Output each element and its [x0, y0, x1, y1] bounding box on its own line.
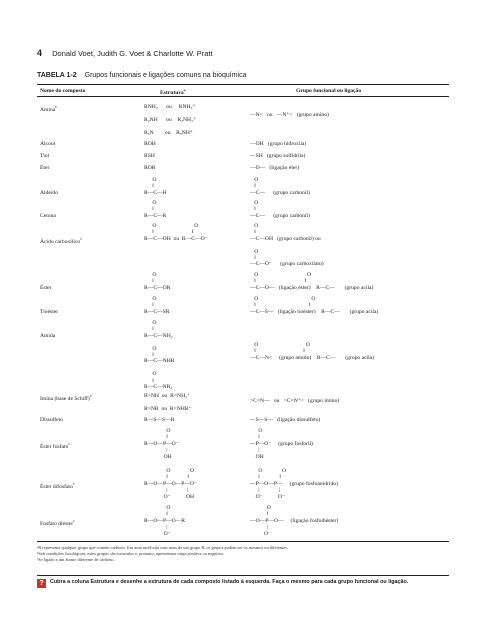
row-group: O ‖ —P—O⁻ (grupo fosforil) | OH — [250, 428, 313, 460]
row-structure: O ‖ R—O—P—O—R | O⁻ — [144, 505, 186, 537]
footnote: ᵃR representa qualquer grupo que contém carbono. Em uma molécula com mais de um grupo R, os grupos podem ser os mesmos ou diferentes. — [37, 545, 289, 550]
row-group: O O ‖ ‖ —C—O— (ligação éster) R—C— (grupo acila) — [250, 272, 374, 291]
question-icon: ? — [37, 579, 46, 588]
row-group: O O ‖ ‖ —C—S— (ligação tioéster) R—C— (grupo acila) — [250, 296, 379, 315]
header-rule — [37, 96, 449, 97]
row-group: O O ‖ ‖ —P—O—P— (grupo fosfoanidrido) | | O⁻ O⁻ — [250, 468, 338, 500]
row-name: Álcool — [40, 141, 56, 147]
row-structure: ROH — [144, 141, 156, 147]
row-name — [40, 104, 57, 113]
row-group: O ‖ —O—P—O— (ligação fosfodiéster) | O⁻ — [250, 505, 339, 537]
row-name: Tioéster — [40, 309, 59, 315]
question-text: Cubra a coluna Estrutura e desenhe a estrutura de cada composto listado à esquerda. Faça o mesmo para cada grupo funcional ou ligação. — [50, 579, 409, 585]
row-group: —O— (ligação éter) — [250, 165, 300, 171]
page-number: 4 — [37, 48, 43, 58]
row-group: —S—S— (ligação dissulfeto) — [250, 417, 321, 423]
row-name: Amida — [40, 333, 56, 339]
row-group: O O ‖ ‖ —C—N< (grupo amido) R—C— (grupo acila) — [250, 342, 375, 361]
footnote: ᵇSob condições fisiológicas, estes grupos são ionizados e, portanto, apresentam carga positiva ou negativa. — [37, 551, 224, 556]
row-structure: RSH — [144, 153, 155, 159]
row-group: O ‖ —C—OH (grupo carbonil) ou O ‖ —C—O⁻ (grupo carboxilato) — [250, 223, 324, 268]
table-caption: Grupos funcionais e ligações comuns na bioquímica — [84, 72, 247, 79]
row-structure: O ‖ R—C—NH₂ O ‖ R—C—NHR O ‖ R—C—NR₂ — [144, 320, 175, 391]
row-name-label: Éster fosfato — [40, 443, 69, 450]
row-name: Éster — [40, 285, 52, 291]
row-name: Tiol — [40, 153, 50, 159]
row-group: O ‖ —C— (grupo carbonil) — [250, 177, 310, 196]
col-header-structure — [160, 88, 185, 96]
row-structure: R=NH ou R=NH₂⁺ R=NR ou R=NHR⁺ — [144, 393, 192, 412]
row-name — [40, 441, 70, 450]
col-header-group: Grupo funcional ou ligação — [296, 88, 362, 94]
row-name: Aldeído — [40, 190, 59, 196]
row-name-mark: b — [73, 519, 75, 523]
row-group: —OH (grupo hidroxila) — [250, 141, 307, 147]
row-name-mark: b — [68, 442, 71, 446]
row-name — [40, 236, 82, 245]
row-group: O ‖ —C— (grupo carbonil) — [250, 200, 310, 219]
row-group: >C=N— ou >C=N⁺< (grupo imino) — [250, 398, 340, 404]
row-name-label: Ácido carboxílico — [40, 238, 81, 245]
row-name-mark: b — [72, 482, 75, 486]
row-name: Cetona — [40, 213, 56, 219]
row-structure: RNH₂ ou RNH₃⁺ R₂NH ou R₂NH₂⁺ R₃N ou R₃NH⁺ — [144, 104, 197, 136]
row-name — [40, 481, 75, 490]
row-name-mark: b — [80, 237, 82, 241]
row-name-label: Amina — [40, 106, 56, 113]
row-name-label: Imina (base de Schiff) — [40, 395, 90, 402]
row-name-label: Fosfato diéster — [40, 520, 74, 527]
row-name-mark: b — [89, 394, 92, 398]
table-label: TABELA 1-2 — [37, 72, 77, 79]
page-header — [37, 48, 213, 58]
authors: Donald Voet, Judith G. Voet & Charlotte W. Pratt — [52, 49, 213, 58]
row-structure: O ‖ R—C—OR — [144, 272, 171, 291]
row-structure: O O ‖ ‖ R—C—OH ou R—C—O⁻ — [144, 223, 208, 242]
top-rule — [37, 84, 449, 85]
row-structure: O ‖ R—C—R — [144, 200, 167, 219]
row-structure: R—S—S—R — [144, 417, 175, 423]
footnote: ᶜSe ligado a um átomo diferente de carbono. — [37, 557, 115, 562]
row-structure: O O ‖ ‖ R—O—P—O—P—O⁻ | | O⁻ OH — [144, 468, 197, 500]
row-group: —N< ou —N⁺< (grupo amino) — [250, 112, 329, 118]
row-structure: O ‖ R—C—H — [144, 177, 167, 196]
row-name-mark: b — [55, 105, 57, 109]
col-header-structure-label: Estrutura — [160, 89, 184, 96]
question-rule — [37, 575, 449, 576]
row-structure: ROR — [144, 165, 156, 171]
row-group: —SH (grupo sulfidrila) — [250, 153, 306, 159]
table-title — [37, 72, 247, 79]
col-header-structure-mark: a — [183, 88, 186, 92]
row-structure: O ‖ R—C—SR — [144, 296, 170, 315]
col-header-name: Nome do composto — [40, 88, 86, 94]
row-name — [40, 393, 92, 402]
row-structure: O ‖ R—O—P—O⁻ | OH — [144, 428, 179, 460]
row-name-label: Éster difosfato — [40, 483, 73, 490]
row-name: Dissulfeto — [40, 417, 63, 423]
row-name: Éter — [40, 165, 50, 171]
row-name — [40, 518, 75, 527]
bottom-rule — [37, 541, 449, 542]
